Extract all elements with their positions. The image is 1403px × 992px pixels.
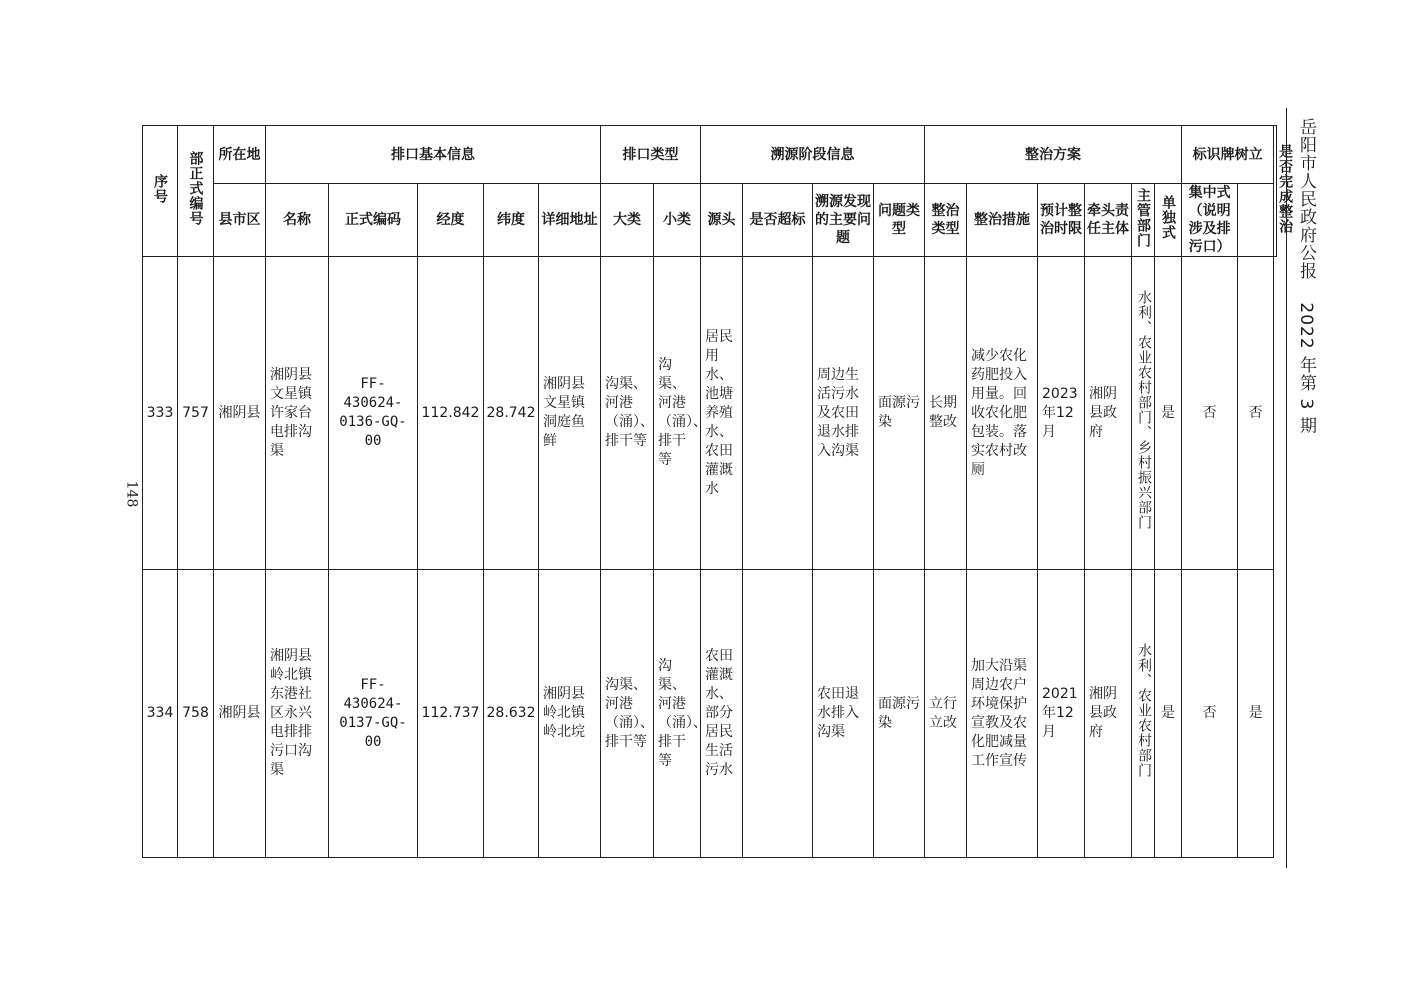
col-measures-header: 整治措施 [967, 184, 1038, 257]
table-row [143, 570, 1277, 858]
cell-measures: 减少农化药肥投入用量。回收农化肥包装。落实农村改厕 [967, 257, 1038, 570]
cell-dept-code: 758 [178, 570, 214, 858]
col-single-header: 单独式 [1155, 184, 1182, 257]
cell-dept: 水利、农业农村部门、乡村振兴部门 [1132, 257, 1155, 570]
cell-lat: 28.632 [484, 570, 539, 858]
cell-major: 沟渠、河港（涌）、排干等 [601, 570, 654, 858]
cell-deadline: 2021年12月 [1038, 570, 1085, 858]
cell-lat: 28.742 [484, 257, 539, 570]
cell-main-issue: 农田退水排入沟渠 [813, 570, 874, 858]
group-sign-header: 标识牌树立 [1182, 126, 1274, 184]
cell-issue-type: 面源污染 [874, 570, 925, 858]
cell-address: 湘阴县岭北镇岭北垸 [539, 570, 601, 858]
cell-dept-code: 757 [178, 257, 214, 570]
cell-done: 是 [1238, 570, 1274, 858]
cell-lon: 112.737 [418, 570, 484, 858]
table-row [143, 257, 1277, 570]
cell-issue-type: 面源污染 [874, 257, 925, 570]
cell-name: 湘阴县文星镇许家台电排沟渠 [266, 257, 329, 570]
cell-minor: 沟渠、河港（涌）、排干等 [654, 570, 701, 858]
outfall-table [142, 125, 1294, 858]
cell-measures: 加大沿渠周边农户环境保护宣教及农化肥减量工作宣传 [967, 570, 1038, 858]
col-done-header: 是否完成整治 [1274, 126, 1277, 257]
cell-seq: 334 [143, 570, 178, 858]
col-minor-header: 小类 [654, 184, 701, 257]
col-formal-code-header: 正式编码 [329, 184, 418, 257]
col-source-header: 源头 [701, 184, 743, 257]
col-deadline-header: 预计整治时限 [1038, 184, 1085, 257]
cell-seq: 333 [143, 257, 178, 570]
col-name-header: 名称 [266, 184, 329, 257]
cell-deadline: 2023年12月 [1038, 257, 1085, 570]
issue-label: 2022 年第 3 期 [1296, 302, 1316, 435]
cell-done: 否 [1238, 257, 1274, 570]
group-location-header: 所在地 [214, 126, 266, 184]
col-seq-header: 序号 [143, 126, 178, 257]
cell-exceed [743, 257, 813, 570]
col-dept-header: 主管部门 [1132, 184, 1155, 257]
cell-source: 居民用水、池塘养殖水、农田灌溉水 [701, 257, 743, 570]
cell-single: 是 [1155, 570, 1182, 858]
col-issue-type-header: 问题类型 [874, 184, 925, 257]
group-plan-header: 整治方案 [925, 126, 1182, 184]
cell-formal-code: FF-430624-0136-GQ-00 [329, 257, 418, 570]
col-main-issue-header: 溯源发现的主要问题 [813, 184, 874, 257]
cell-name: 湘阴县岭北镇东港社区永兴电排排污口沟渠 [266, 570, 329, 858]
col-central-header: 集中式（说明涉及排污口） [1182, 184, 1238, 257]
col-fix-type-header: 整治类型 [925, 184, 967, 257]
cell-dept: 水利、农业农村部门 [1132, 570, 1155, 858]
cell-source: 农田灌溉水、部分居民生活污水 [701, 570, 743, 858]
running-header [1294, 118, 1319, 435]
group-trace-header: 溯源阶段信息 [701, 126, 925, 184]
cell-formal-code: FF-430624-0137-GQ-00 [329, 570, 418, 858]
publication-title: 岳阳市人民政府公报 [1296, 118, 1316, 280]
cell-major: 沟渠、河港（涌）、排干等 [601, 257, 654, 570]
col-lead-header: 牵头责任主体 [1085, 184, 1132, 257]
col-major-header: 大类 [601, 184, 654, 257]
cell-central: 否 [1182, 257, 1238, 570]
col-county-header: 县市区 [214, 184, 266, 257]
cell-county: 湘阴县 [214, 257, 266, 570]
col-dept-code-header: 部正式编号 [178, 126, 214, 257]
col-address-header: 详细地址 [539, 184, 601, 257]
cell-lead: 湘阴县政府 [1085, 570, 1132, 858]
cell-lead: 湘阴县政府 [1085, 257, 1132, 570]
cell-county: 湘阴县 [214, 570, 266, 858]
col-exceed-header: 是否超标 [743, 184, 813, 257]
cell-minor: 沟渠、河港（涌）、排干等 [654, 257, 701, 570]
group-type-header: 排口类型 [601, 126, 701, 184]
cell-central: 否 [1182, 570, 1238, 858]
cell-fix-type: 长期整改 [925, 257, 967, 570]
group-basic-info-header: 排口基本信息 [266, 126, 601, 184]
col-lon-header: 经度 [418, 184, 484, 257]
cell-address: 湘阴县文星镇洞庭鱼鲜 [539, 257, 601, 570]
cell-fix-type: 立行立改 [925, 570, 967, 858]
cell-main-issue: 周边生活污水及农田退水排入沟渠 [813, 257, 874, 570]
cell-exceed [743, 570, 813, 858]
page-number: 148 [123, 480, 140, 508]
col-lat-header: 纬度 [484, 184, 539, 257]
cell-lon: 112.842 [418, 257, 484, 570]
cell-single: 是 [1155, 257, 1182, 570]
